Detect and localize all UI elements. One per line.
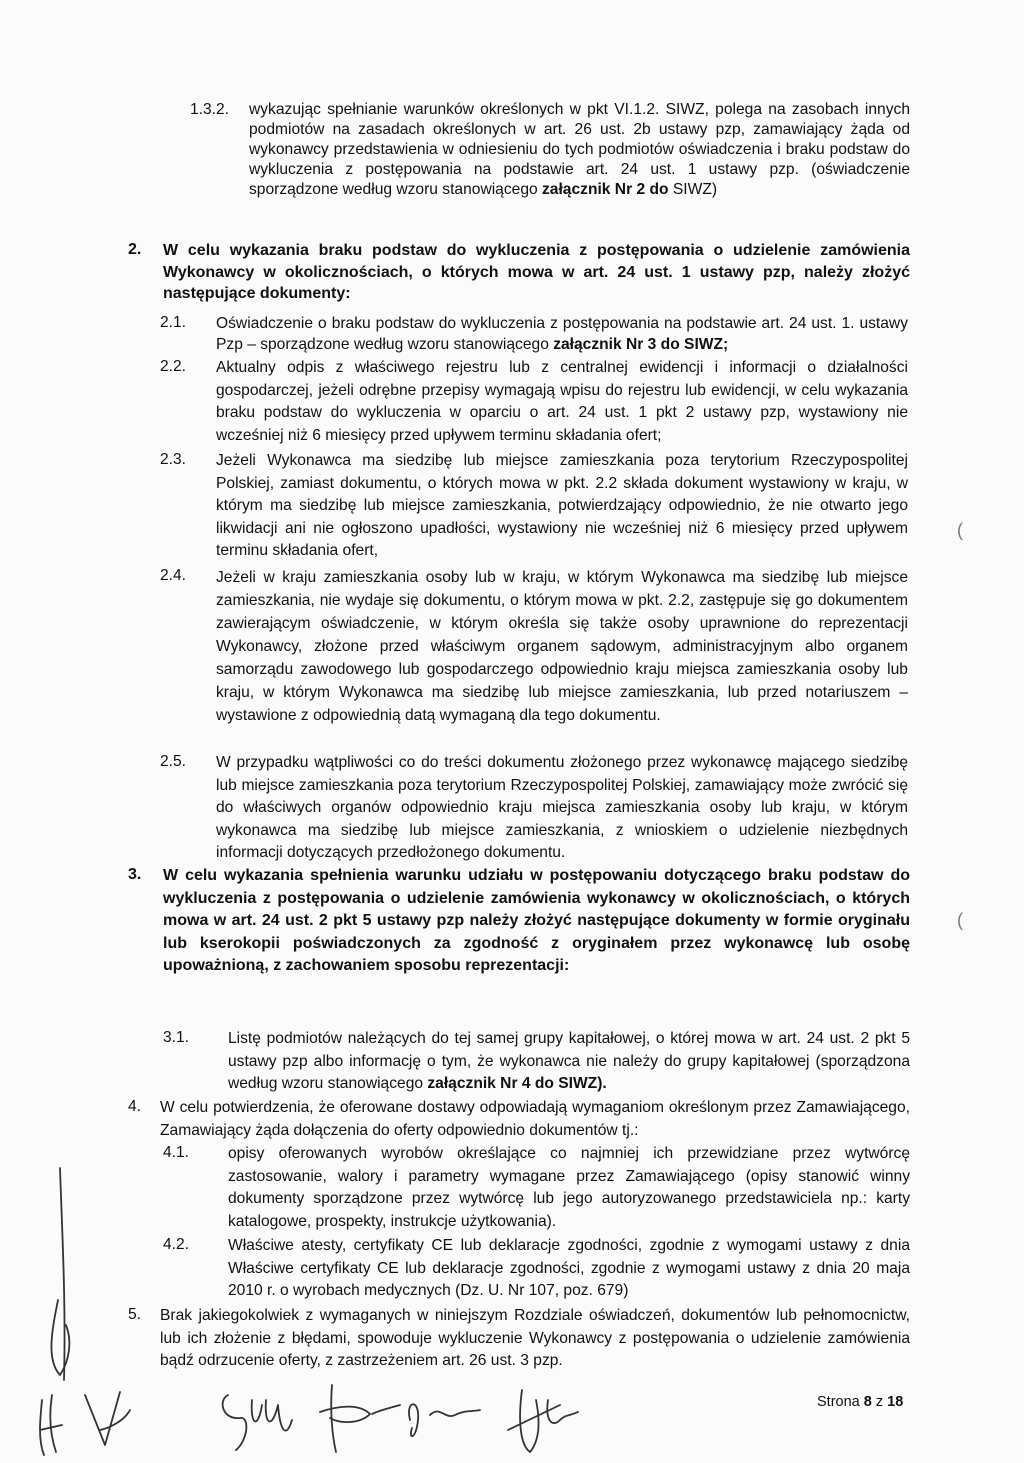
- item-number: 2.3.: [160, 451, 187, 468]
- section-4-intro: W celu potwierdzenia, że oferowane dostawy odpowiadają wymaganiom określonym przez Zamawiającego, Zamawiający żąda dołączenia do oferty odpowiednio dokumentów tj.:: [160, 1099, 910, 1139]
- item-4-1: opisy oferowanych wyrobów określające co najmniej ich przewidziane przez wytwórcę zastosowanie, walory i parametry wymagane przez Zamawiającego (opisy stanowić winny dokumenty sporządzone przez wytwórcę lub jego autoryzowanego przedstawiciela np.: karty katalogowe, prospekty, instrukcje użytkowania).: [228, 1145, 910, 1230]
- page-number: [817, 1392, 903, 1412]
- item-text: Listę podmiotów należących do tej samej grupy kapitałowej, o której mowa w art. 24 ust. 2 pkt 5 ustawy pzp albo informację o tym, że wykonawca nie należy do grupy kapitałowej (sporządzona według wzoru stanowiącego: [228, 1030, 910, 1092]
- section-3-heading: W celu wykazania spełnienia warunku udziału w postępowaniu dotyczącego braku podstaw do wykluczenia z postępowania o udzielenie zamówienia wykonawcy w okolicznościach, o których mowa w art. 24 ust. 2 pkt 5 ustawy pzp należy złożyć następujące dokumenty w formie oryginału lub kserokopii poświadczonych za zgodność z oryginałem przez wykonawcę lub osobę upoważnioną, z zachowaniem sposobu reprezentacji:: [163, 867, 910, 975]
- item-number: 4.1.: [163, 1144, 190, 1161]
- margin-mark: (: [957, 520, 963, 540]
- item-number: 2.2.: [160, 358, 187, 375]
- initials-scribble-1: [40, 1395, 62, 1455]
- item-2-4: Jeżeli w kraju zamieszkania osoby lub w kraju, w którym Wykonawca ma siedzibę lub miejsce zamieszkania, nie wydaje się dokumentu, o którym mowa w pkt. 2.2, zastępuje się go dokumentem zawierającym oświadczenie, w którym określa się także osoby uprawnione do reprezentacji Wykonawcy, złożone przed właściwym organem sądowym, administracyjnym albo organem samorządu zawodowego lub gospodarczego odpowiednio kraju miejsca zamieszkania osoby lub kraju, w którym Wykonawca ma siedzibę lub miejsce zamieszkania, lub przed notariuszem – wystawione z odpowiednią datą wymaganą dla tego dokumentu.: [216, 569, 908, 724]
- item-4-2: Właściwe atesty, certyfikaty CE lub deklaracje zgodności, zgodnie z wymogami ustawy z dnia Właściwe certyfikaty CE lub deklaracje zgodności, zgodnie z wymogami ustawy z dnia 20 maja 2010 r. o wyrobach medycznych (Dz. U. Nr 107, poz. 679): [228, 1237, 910, 1299]
- item-2-2: Aktualny odpis z właściwego rejestru lub z centralnej ewidencji i informacji o działalności gospodarczej, jeżeli odrębne przepisy wymagają wpisu do rejestru lub ewidencji, w celu wykazania braku podstaw do wykluczenia w oparciu o art. 24 ust. 1 pkt 2 ustawy pzp, wystawiony nie wcześniej niż 6 miesięcy przed upływem terminu składania ofert;: [216, 359, 908, 444]
- total-pages: 18: [887, 1394, 904, 1410]
- margin-line-signature: [60, 1168, 65, 1380]
- item-number: 4.2.: [163, 1236, 190, 1253]
- attachment-reference: załącznik Nr 2 do: [542, 181, 669, 198]
- section-5-text: Brak jakiegokolwiek z wymaganych w niniejszym Rozdziale oświadczeń, dokumentów lub pełnomocnictw, lub ich złożenie z błędami, spowoduje wykluczenie Wykonawcy z postępowania o udzielenie zamówienia bądź odrzucenie oferty, z zastrzeżeniem art. 26 ust. 3 pzp.: [160, 1307, 910, 1369]
- paragraph-text-tail: SIWZ): [668, 181, 718, 198]
- initials-scribble-2: [85, 1392, 130, 1445]
- item-text: Oświadczenie o braku podstaw do wykluczenia z postępowania na podstawie art. 24 ust. 1. ustawy Pzp – sporządzone według wzoru stanowiącego: [216, 315, 908, 353]
- current-page: 8: [863, 1394, 872, 1410]
- section-number: 3.: [128, 866, 142, 883]
- signature-3: [508, 1390, 578, 1452]
- section-number: 4.: [128, 1098, 142, 1115]
- attachment-reference: załącznik Nr 3 do SIWZ;: [553, 336, 729, 353]
- item-number: 2.5.: [160, 753, 187, 770]
- item-number: 1.3.2.: [190, 101, 230, 118]
- margin-initials: [51, 1300, 69, 1375]
- item-2-5: W przypadku wątpliwości co do treści dokumentu złożonego przez wykonawcę mającego siedzibę lub miejsce zamieszkania poza terytorium Rzeczypospolitej Polskiej, zamawiający może zwrócić się do właściwych organów odpowiednio kraju miejsca zamieszkania osoby lub kraju, w którym wykonawca ma siedzibę lub miejsce zamieszkania, z wnioskiem o udzielenie niezbędnych informacji dotyczących przedłożonego dokumentu.: [216, 754, 908, 861]
- page-separator: z: [871, 1394, 888, 1410]
- paragraph-text: wykazując spełnianie warunków określonych w pkt VI.1.2. SIWZ, polega na zasobach innych podmiotów na zasadach określonych w art. 26 ust. 2b ustawy pzp, zamawiający żąda od wykonawcy przedstawienia w odniesieniu do tych podmiotów oświadczenia i braku podstaw do wykluczenia z postępowania na podstawie art. 24 ust. 1 ustawy pzp. (oświadczenie sporządzone według wzoru stanowiącego: [249, 101, 910, 198]
- item-number: 2.1.: [160, 314, 187, 331]
- section-number: 5.: [128, 1306, 142, 1323]
- initials-signature-1: [223, 1395, 292, 1450]
- page-label: Strona: [817, 1394, 864, 1410]
- section-number: 2.: [128, 241, 142, 258]
- signature-2: [320, 1385, 480, 1452]
- attachment-reference: załącznik Nr 4 do SIWZ).: [427, 1075, 607, 1092]
- item-2-3: Jeżeli Wykonawca ma siedzibę lub miejsce zamieszkania poza terytorium Rzeczypospolitej Polskiej, zamiast dokumentu, o których mowa w pkt. 2.2 składa dokument wystawiony w kraju, w którym ma siedzibę lub miejsce zamieszkania, potwierdzający odpowiednio, że nie otwarto jego likwidacji ani nie ogłoszono upadłości, wystawiony nie wcześniej niż 6 miesięcy przed upływem terminu składania ofert,: [216, 452, 908, 559]
- item-number: 3.1.: [163, 1029, 190, 1046]
- margin-mark: (: [957, 910, 963, 930]
- section-2-heading: W celu wykazania braku podstaw do wykluczenia z postępowania o udzielenie zamówienia Wykonawcy w okolicznościach, o których mowa w art. 24 ust. 1 ustawy pzp, należy złożyć następujące dokumenty:: [163, 242, 910, 302]
- item-number: 2.4.: [160, 567, 187, 584]
